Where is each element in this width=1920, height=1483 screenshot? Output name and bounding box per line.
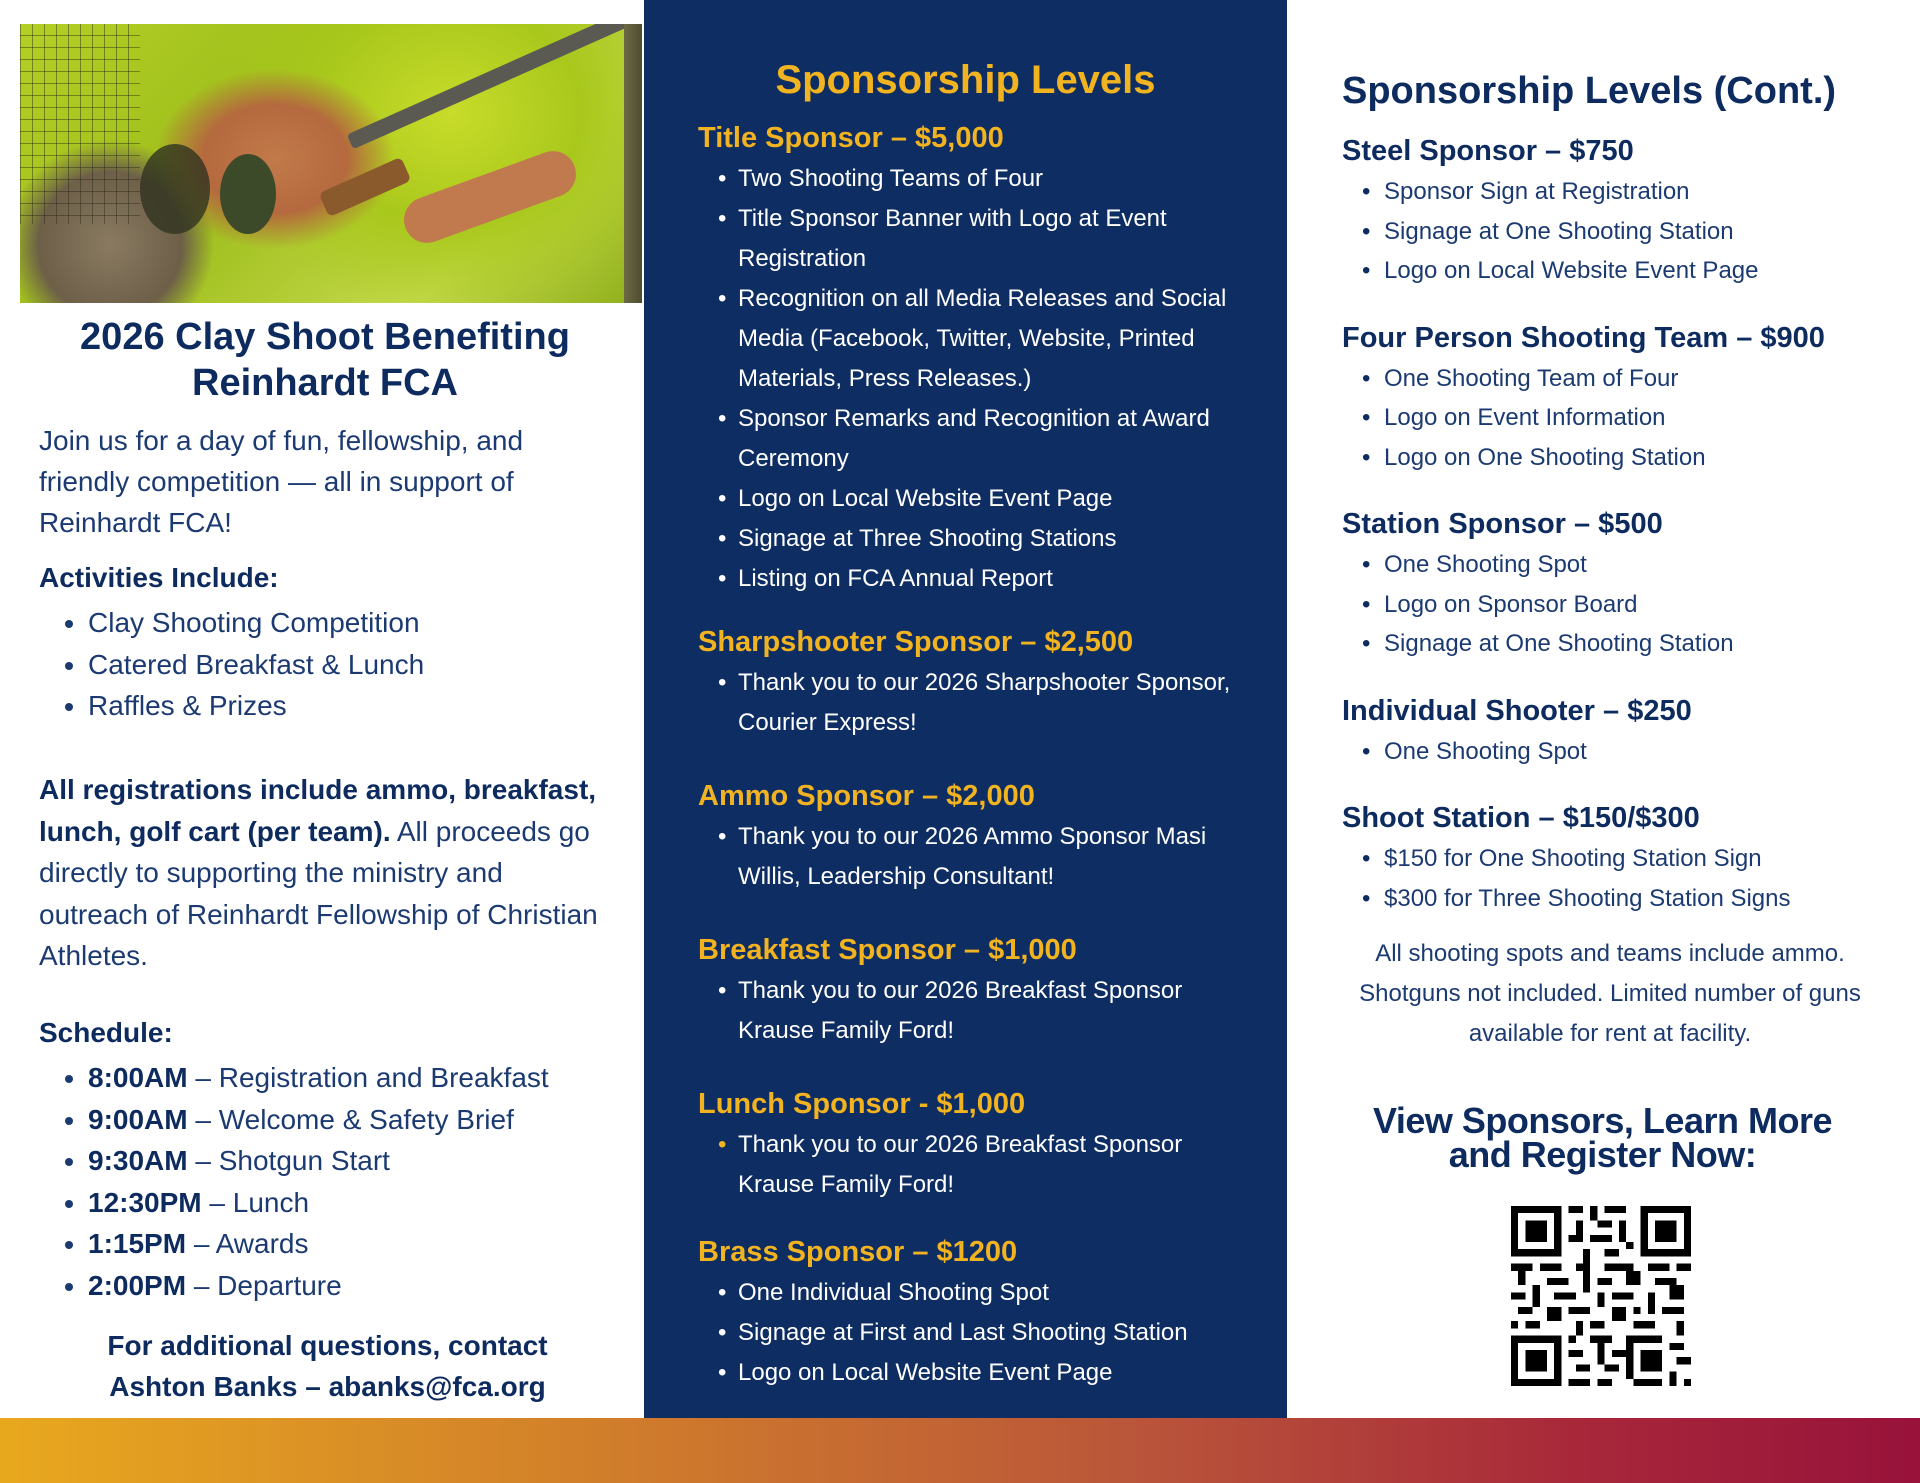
post-graphic: [624, 24, 642, 303]
schedule-item: [88, 1057, 549, 1099]
sponsor-level-benefits: [1342, 172, 1902, 291]
list-item: • $300 for Three Shooting Station Signs: [1384, 879, 1902, 919]
list-item: • One Shooting Team of Four: [1384, 359, 1902, 399]
list-item: • Logo on Sponsor Board: [1384, 585, 1902, 625]
sponsor-level-benefits: [698, 817, 1258, 897]
schedule-time: 2:00PM: [88, 1269, 187, 1301]
sponsor-level-heading: Shoot Station – $150/$300: [1342, 802, 1700, 834]
list-item: • One Individual Shooting Spot: [738, 1273, 1258, 1313]
list-item: • One Shooting Spot: [1384, 732, 1902, 772]
schedule-time: 9:30AM: [88, 1145, 188, 1176]
sponsorship-levels-title: Sponsorship Levels: [775, 58, 1156, 102]
sponsor-level-benefits: [698, 1273, 1258, 1393]
list-item: • Title Sponsor Banner with Logo at Event Registration: [738, 199, 1258, 279]
sponsor-level-heading: Brass Sponsor – $1200: [698, 1236, 1018, 1268]
qr-code-icon[interactable]: [1511, 1206, 1691, 1386]
registration-note-bold: All registrations include ammo, breakfast, lunch, golf cart (per team).: [39, 774, 597, 847]
ammo-shotgun-note: All shooting spots and teams include ammo. Shotguns not included. Limited number of guns available for rent at facility.: [1359, 940, 1861, 1047]
schedule-item: [88, 1099, 549, 1141]
list-item: • Logo on Local Website Event Page: [1384, 251, 1902, 291]
fence-graphic: [20, 24, 140, 224]
list-item: • Sponsor Remarks and Recognition at Award Ceremony: [738, 399, 1258, 479]
sponsor-level-station: [1342, 503, 1902, 664]
schedule-time: 12:30PM: [88, 1186, 202, 1218]
list-item: • Logo on Local Website Event Page: [738, 479, 1258, 519]
list-item: • Clay Shooting Competition: [88, 602, 424, 644]
sponsor-level-heading: Individual Shooter – $250: [1342, 694, 1692, 727]
contact-line-2: Ashton Banks – abanks@fca.org: [109, 1371, 546, 1402]
schedule-desc: – Welcome & Safety Brief: [187, 1103, 514, 1135]
arm-graphic: [398, 145, 583, 250]
list-item: • $150 for One Shooting Station Sign: [1384, 839, 1902, 879]
cta-line-1: View Sponsors, Learn More: [1373, 1100, 1832, 1141]
schedule-desc: – Lunch: [201, 1186, 310, 1218]
list-item: • Thank you to our 2026 Ammo Sponsor Masi Willis, Leadership Consultant!: [738, 817, 1258, 897]
sponsor-level-shoot-station: [1342, 797, 1902, 918]
clay-shooter-photo: [20, 24, 642, 303]
sponsor-level-brass: [698, 1231, 1258, 1393]
schedule-item: [88, 1182, 549, 1224]
sponsor-level-benefits: [1342, 359, 1902, 478]
schedule-time: 8:00AM: [88, 1062, 188, 1093]
list-item: • Sponsor Sign at Registration: [1384, 172, 1902, 212]
activities-list: [54, 602, 424, 727]
sponsor-level-four-person-team: [1342, 317, 1902, 478]
schedule-desc: – Awards: [186, 1228, 309, 1259]
list-item: • Raffles & Prizes: [88, 685, 424, 727]
list-item: • Listing on FCA Annual Report: [738, 559, 1258, 599]
shooter-head-graphic: [140, 144, 210, 234]
list-item: • Signage at One Shooting Station: [1384, 624, 1902, 664]
sponsor-level-benefits: [698, 971, 1258, 1051]
registration-note-rest: All proceeds go directly to supporting the ministry and outreach of Reinhardt Fellowship of Christian Athletes.: [39, 815, 598, 971]
sponsor-level-benefits: [698, 1125, 1258, 1205]
list-item: • Thank you to our 2026 Sharpshooter Sponsor, Courier Express!: [738, 663, 1258, 743]
list-item: • Signage at Three Shooting Stations: [738, 519, 1258, 559]
sponsorship-levels-list: [698, 117, 1258, 1393]
sponsor-level-benefits: [1342, 839, 1902, 918]
sponsor-level-heading: Lunch Sponsor - $1,000: [698, 1088, 1026, 1120]
gradient-footer-bar: [0, 1418, 1920, 1483]
list-item: • Logo on Event Information: [1384, 398, 1902, 438]
sponsor-level-sharpshooter: [698, 621, 1258, 743]
gun-stock-graphic: [319, 157, 412, 217]
left-panel: [0, 0, 644, 1418]
list-item: • Thank you to our 2026 Breakfast Sponsor Krause Family Ford!: [738, 1125, 1258, 1205]
sponsor-level-steel: [1342, 130, 1902, 291]
sponsor-level-breakfast: [698, 929, 1258, 1051]
schedule-time: 1:15PM: [88, 1228, 187, 1259]
sponsor-level-lunch: [698, 1083, 1258, 1205]
sponsorship-levels-cont-title: Sponsorship Levels (Cont.): [1342, 70, 1837, 112]
register-cta: [1300, 1100, 1905, 1175]
list-item: • One Shooting Spot: [1384, 545, 1902, 585]
gun-barrel-graphic: [347, 24, 628, 149]
sponsor-level-benefits: [1342, 732, 1902, 772]
sponsor-level-heading: Title Sponsor – $5,000: [698, 122, 1004, 154]
sponsor-level-benefits: [698, 159, 1258, 599]
list-item: • Logo on One Shooting Station: [1384, 438, 1902, 478]
sponsor-level-heading: Four Person Shooting Team – $900: [1342, 321, 1825, 354]
intro-text: Join us for a day of fun, fellowship, and friendly competition — all in support of Reinhardt FCA!: [39, 425, 524, 538]
sponsor-level-heading: Sharpshooter Sponsor – $2,500: [698, 626, 1134, 658]
list-item: • Signage at First and Last Shooting Station: [738, 1313, 1258, 1353]
schedule-item: [88, 1140, 549, 1182]
sponsor-level-heading: Breakfast Sponsor – $1,000: [698, 934, 1077, 966]
cta-line-2: and Register Now:: [1448, 1134, 1757, 1175]
event-title: 2026 Clay Shoot Benefiting Reinhardt FCA: [80, 316, 570, 404]
sponsor-level-heading: Ammo Sponsor – $2,000: [698, 780, 1035, 812]
schedule-desc: – Departure: [186, 1269, 342, 1301]
sponsor-level-heading: Steel Sponsor – $750: [1342, 135, 1634, 167]
sponsorship-levels-cont-list: [1342, 130, 1902, 918]
registration-note: [39, 769, 619, 977]
sponsor-level-individual-shooter: [1342, 690, 1902, 772]
schedule-desc: – Registration and Breakfast: [187, 1062, 549, 1093]
sponsor-level-heading: Station Sponsor – $500: [1342, 508, 1663, 540]
sponsor-level-title: [698, 117, 1258, 599]
contact-info: [30, 1325, 625, 1407]
list-item: • Signage at One Shooting Station: [1384, 212, 1902, 252]
list-item: • Two Shooting Teams of Four: [738, 159, 1258, 199]
sponsor-level-benefits: [698, 663, 1258, 743]
schedule-item: [88, 1223, 549, 1265]
ear-protection-graphic: [220, 154, 276, 234]
schedule-item: [88, 1265, 549, 1307]
sponsor-level-benefits: [1342, 545, 1902, 664]
sponsor-level-ammo: [698, 775, 1258, 897]
schedule-desc: – Shotgun Start: [187, 1145, 390, 1176]
schedule-time: 9:00AM: [88, 1103, 188, 1135]
contact-line-1: For additional questions, contact: [107, 1330, 548, 1361]
activities-heading: Activities Include:: [39, 562, 279, 593]
list-item: • Recognition on all Media Releases and Social Media (Facebook, Twitter, Website, Printed Materials, Press Releases.): [738, 279, 1258, 399]
schedule-heading: Schedule:: [39, 1017, 173, 1048]
list-item: • Thank you to our 2026 Breakfast Sponsor Krause Family Ford!: [738, 971, 1258, 1051]
list-item: • Logo on Local Website Event Page: [738, 1353, 1258, 1393]
list-item: • Catered Breakfast & Lunch: [88, 644, 424, 686]
schedule-list: [54, 1057, 549, 1306]
